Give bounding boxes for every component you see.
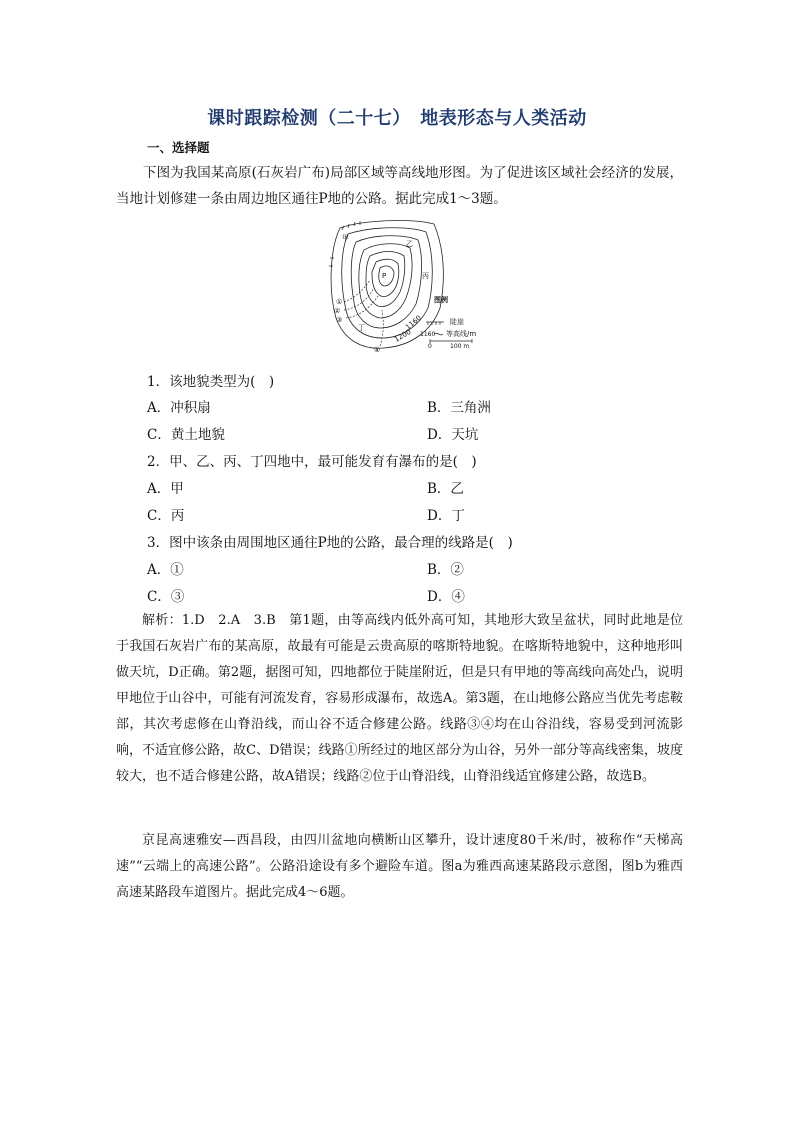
question-1-option-a: A．冲积扇 [147, 400, 211, 416]
contour-label-1200: 1200 [393, 327, 413, 344]
legend-cliff-label: 陡崖 [450, 318, 464, 326]
contour-map-figure [322, 218, 512, 358]
legend-contour-symbol [434, 333, 443, 335]
answer-analysis: 解析：1.D 2.A 3.B 第1题，由等高线内低外高可知，其地形大致呈盆状，同时此地是位于我国石灰岩广布的某高原，故最有可能是云贵高原的喀斯特地貌。在喀斯特地貌中，这种地形叫做天坑，D正确。第2题，据图可知，四地都位于陡崖附近，但是只有甲地的等高线向高处凸，说明甲地位于山谷中，可能有河流发育，容易形成瀑布，故选A。第3题，在山地修公路应当优先考虑鞍部，其次考虑修在山脊沿线，而山谷不适合修建公路。线路③④均在山谷沿线，容易受到河流影响，不适宜修公路，故C、D错误；线路①所经过的地区部分为山谷，另外一部分等高线密集，坡度较大，也不适合修建公路，故A错误；线路②位于山脊沿线，山脊沿线适宜修建公路，故选B。 [116, 613, 683, 784]
question-1-option-d: D．天坑 [427, 427, 479, 443]
question-1-option-b: B．三角洲 [427, 400, 491, 416]
question-2-option-b: B．乙 [427, 481, 464, 497]
question-1-stem: 1．该地貌类型为( ) [147, 374, 275, 390]
question-3-option-c: C．③ [147, 589, 185, 605]
route-label-4: ④ [374, 346, 381, 354]
question-2-stem: 2．甲、乙、丙、丁四地中，最可能发育有瀑布的是( ) [147, 454, 477, 470]
point-label-ding: 丁 [358, 324, 365, 332]
question-3-stem: 3．图中该条由周围地区通往P地的公路，最合理的线路是( ) [147, 535, 513, 551]
question-3-option-b: B．② [427, 562, 464, 578]
point-label-bing: 丙 [422, 272, 429, 280]
route-label-1: ① [336, 298, 343, 306]
route-label-2: ② [334, 307, 341, 315]
question-1-option-c: C．黄土地貌 [147, 427, 225, 443]
question-2-option-d: D．丁 [427, 508, 465, 524]
question-2-option-c: C．丙 [147, 508, 185, 524]
intro-paragraph-2: 京昆高速雅安—西昌段，由四川盆地向横断山区攀升，设计速度80千米/时，被称作“天梯高速”“云端上的高速公路”。公路沿途设有多个避险车道。图a为雅西高速某路段示意图，图b为雅西高速某路段车道图片。据此完成4～6题。 [116, 833, 683, 900]
scale-value: 100 m [450, 343, 470, 350]
point-label-jia: 甲 [342, 234, 349, 242]
legend-title: 图例 [434, 296, 448, 304]
routes [344, 280, 383, 346]
question-3-option-d: D．④ [427, 589, 465, 605]
intro-paragraph-1: 下图为我国某高原(石灰岩广布)局部区域等高线地形图。为了促进该区域社会经济的发展，当地计划修建一条由周边地区通往P地的公路。据此完成1～3题。 [116, 165, 683, 207]
point-label-yi: 乙 [406, 240, 413, 248]
point-label-p: P [382, 272, 387, 280]
legend-contour-value: 1160 [420, 331, 436, 338]
legend-contour-label: 等高线/m [446, 330, 477, 338]
contour-3 [351, 236, 421, 328]
contour-label-1160: 1160 [404, 313, 423, 332]
section-heading: 一、选择题 [147, 140, 210, 155]
route-label-3: ③ [336, 316, 343, 324]
question-2-option-a: A．甲 [147, 481, 184, 497]
scale-zero: 0 [428, 343, 432, 350]
contour-4 [359, 244, 412, 318]
page-title: 课时跟踪检测（二十七） 地表形态与人类活动 [207, 108, 587, 129]
question-3-option-a: A．① [147, 562, 184, 578]
